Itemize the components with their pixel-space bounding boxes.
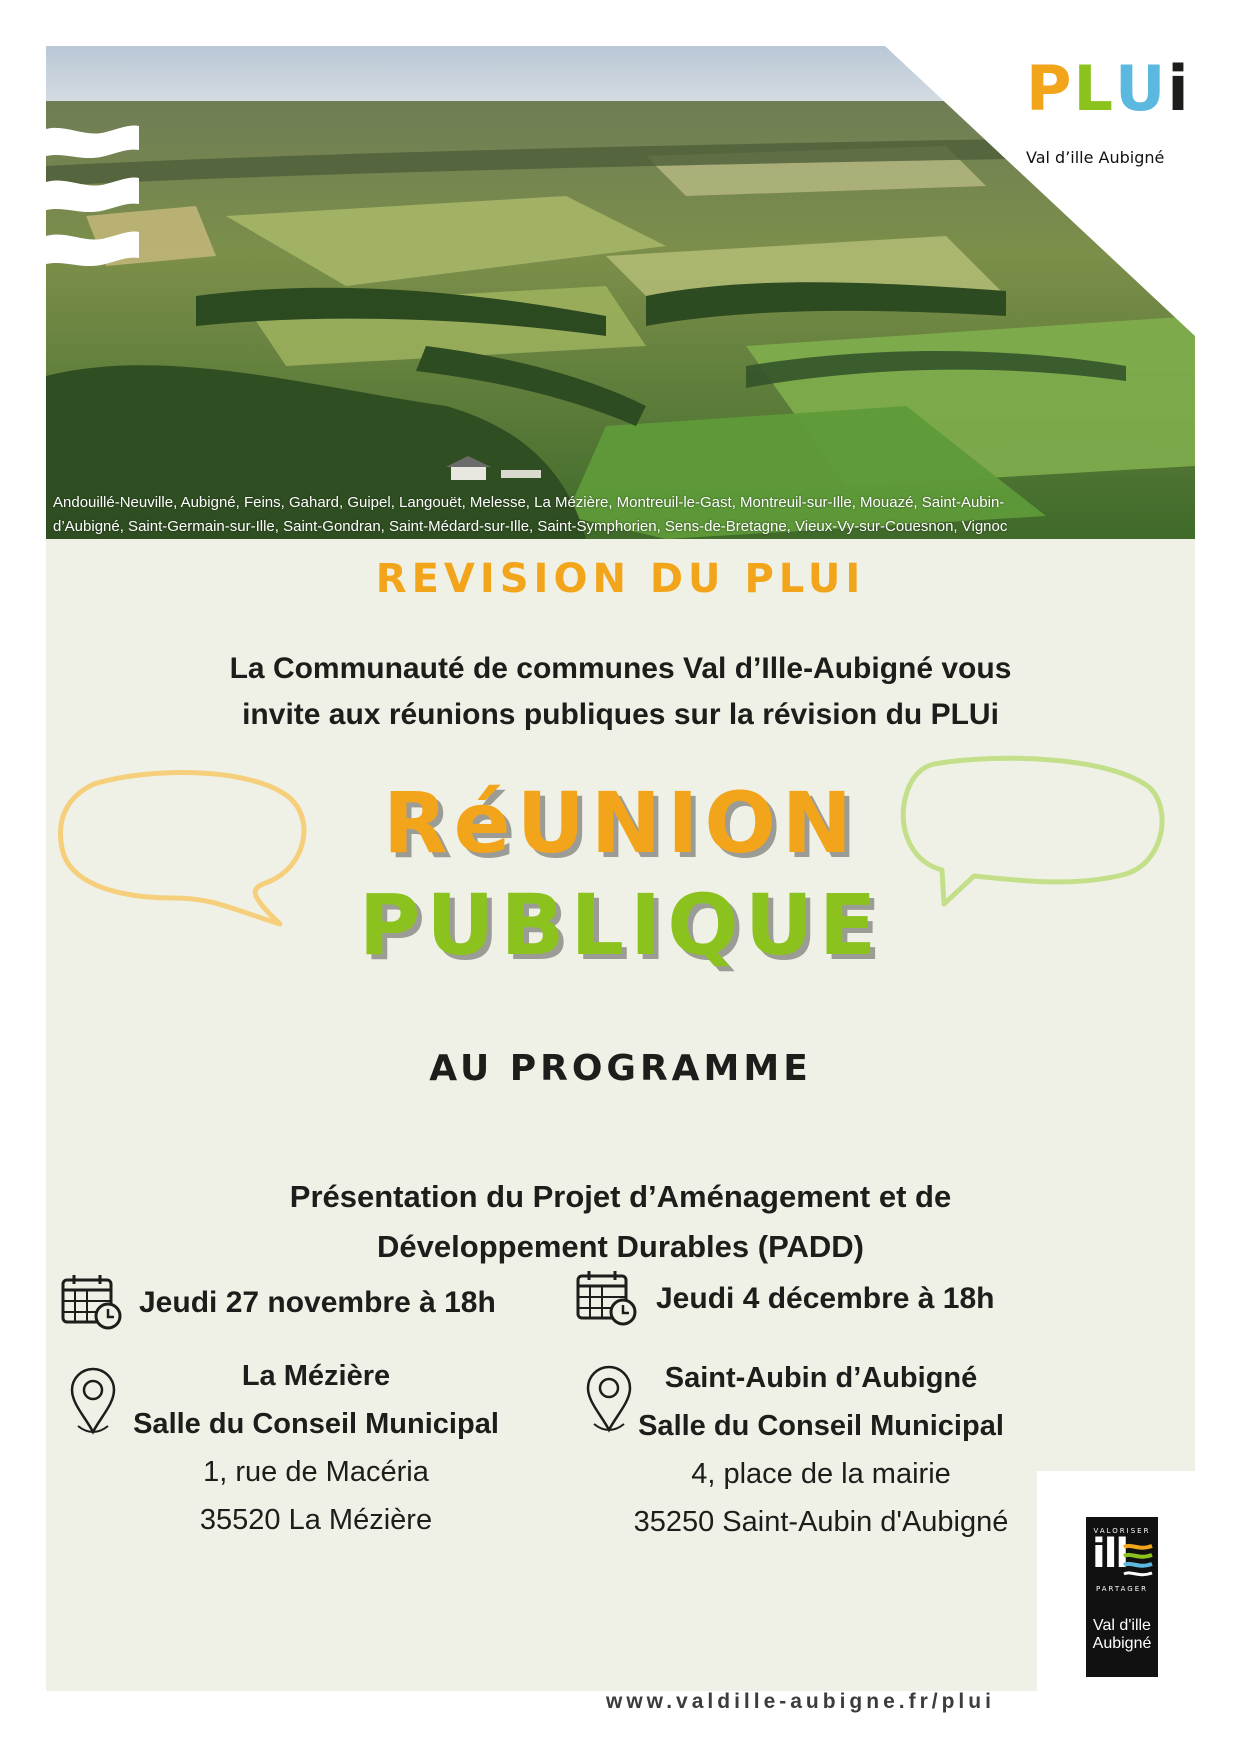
event-2-venue: Salle du Conseil Municipal bbox=[638, 1410, 1004, 1442]
ill-mark-text: ill bbox=[1092, 1531, 1128, 1577]
logo-valoriser: VALORISER bbox=[1093, 1527, 1151, 1535]
calendar-clock-icon bbox=[61, 1274, 123, 1330]
padd-text bbox=[46, 1172, 1195, 1272]
padd-line-2: Développement Durables (PADD) bbox=[377, 1229, 864, 1264]
logo-partager: PARTAGER bbox=[1095, 1585, 1149, 1593]
revision-heading: REVISION DU PLUI bbox=[375, 556, 866, 602]
logo-letter-l: L bbox=[1073, 52, 1115, 125]
event-2-street: 4, place de la mairie bbox=[691, 1458, 951, 1490]
website-link[interactable]: www.valdille-aubigne.fr/plui bbox=[606, 1690, 995, 1713]
event-1-place bbox=[96, 1352, 536, 1544]
calendar-clock-icon bbox=[576, 1270, 638, 1326]
intro-text bbox=[46, 646, 1195, 738]
event-1-city: 35520 La Mézière bbox=[199, 1504, 433, 1536]
event-2-place bbox=[601, 1354, 1041, 1546]
intro-line-1: La Communauté de communes Val d’Ille-Aubigné vous bbox=[229, 652, 1012, 685]
programme-heading: AU PROGRAMME bbox=[429, 1048, 812, 1089]
event-1-venue: Salle du Conseil Municipal bbox=[133, 1408, 499, 1440]
event-1-street: 1, rue de Macéria bbox=[203, 1456, 429, 1488]
logo-name-line-1: Val d'ille bbox=[1093, 1617, 1151, 1634]
logo-subtitle: Val d’ille Aubigné bbox=[1026, 148, 1165, 167]
wave-decoration-icon bbox=[46, 124, 146, 294]
event-2-date: Jeudi 4 décembre à 18h bbox=[656, 1282, 995, 1315]
logo-letter-u: U bbox=[1114, 52, 1168, 125]
wave-stripes-icon bbox=[1124, 1543, 1152, 1577]
logo-letter-i: i bbox=[1167, 52, 1191, 125]
logo-letter-p: P bbox=[1026, 52, 1074, 125]
val-d-ille-aubigne-logo bbox=[1086, 1517, 1158, 1677]
plui-logo bbox=[1026, 52, 1196, 168]
logo-name-line-2: Aubigné bbox=[1092, 1635, 1152, 1652]
title-publique: PUBLIQUE bbox=[358, 876, 883, 974]
communes-list bbox=[53, 491, 1183, 539]
title-reunion: RéUNION bbox=[382, 774, 859, 872]
intro-line-2: invite aux réunions publiques sur la révision du PLUi bbox=[242, 698, 999, 731]
aerial-landscape-photo bbox=[46, 46, 1195, 539]
padd-line-1: Présentation du Projet d’Aménagement et de bbox=[289, 1179, 952, 1214]
communes-line-1: Andouillé-Neuville, Aubigné, Feins, Gahard, Guipel, Langouët, Melesse, La Mézière, Montreuil-le-Gast, Montreuil-sur-Ille, Mouazé, Saint-Aubin- bbox=[53, 494, 1005, 511]
poster bbox=[46, 46, 1195, 1713]
event-1-date: Jeudi 27 novembre à 18h bbox=[139, 1286, 496, 1319]
event-2-town: Saint-Aubin d’Aubigné bbox=[664, 1362, 978, 1394]
communes-line-2: d’Aubigné, Saint-Germain-sur-Ille, Saint-Gondran, Saint-Médard-sur-Ille, Saint-Symphorien, Sens-de-Bretagne, Vieux-Vy-sur-Couesnon, Vignoc bbox=[53, 518, 1008, 535]
event-2-city: 35250 Saint-Aubin d'Aubigné bbox=[633, 1506, 1009, 1538]
event-1-town: La Mézière bbox=[241, 1360, 391, 1392]
